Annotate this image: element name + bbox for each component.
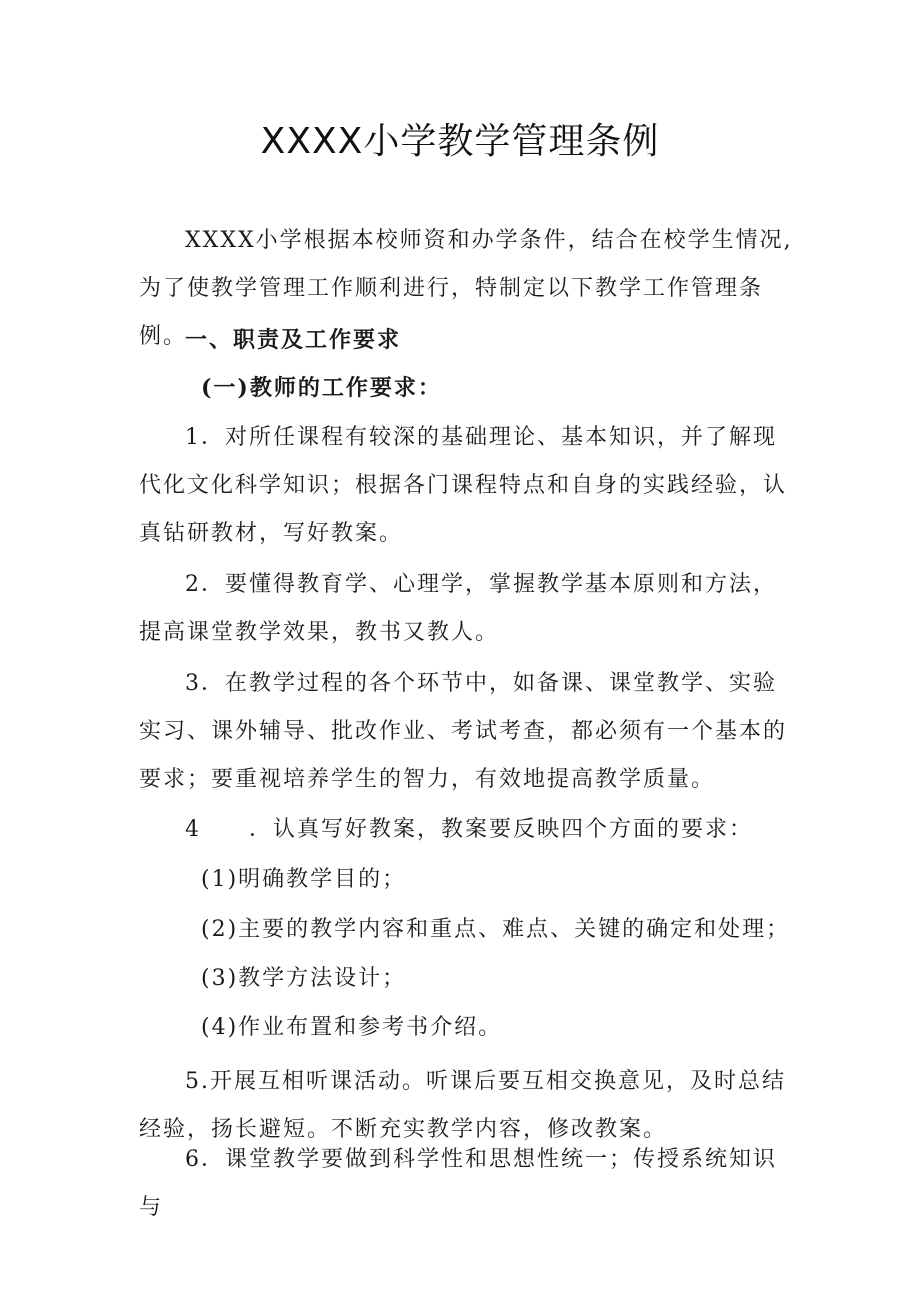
subsection-heading: (一)教师的工作要求：	[201, 375, 442, 401]
list-item-5: 5.开展互相听课活动。听课后要互相交换意见，及时总结经验，扬长避短。不断充实教学内容，修改教案。	[139, 1069, 786, 1142]
sub-item-2: (2)主要的教学内容和重点、难点、关键的确定和处理；	[201, 917, 791, 942]
list-item-3: 3．在教学过程的各个环节中，如备课、课堂教学、实验实习、课外辅导、批改作业、考试考查，都必须有一个基本的要求；要重视培养学生的智力，有效地提高教学质量。	[139, 671, 788, 792]
sub-item-3: (3)教学方法设计；	[201, 966, 407, 991]
list-item-2: 2．要懂得教育学、心理学，掌握教学基本原则和方法，提高课堂教学效果，教书又教人。	[139, 572, 777, 645]
list-item-4: 4 ．认真写好教案，教案要反映四个方面的要求：	[185, 817, 753, 842]
sub-item-4: (4)作业布置和参考书介绍。	[201, 1015, 503, 1040]
list-item-1: 1．对所任课程有较深的基础理论、基本知识，并了解现代化文化科学知识；根据各门课程特点和自身的实践经验，认真钻研教材，写好教案。	[139, 425, 788, 546]
list-item-6: 6．课堂教学要做到科学性和思想性统一；传授系统知识与	[139, 1147, 777, 1220]
document-title: XXXX小学教学管理条例	[260, 121, 660, 162]
intro-paragraph: XXXX小学根据本校师资和办学条件，结合在校学生情况,为了使教学管理工作顺利进行，特制定以下教学工作管理条例。	[139, 228, 793, 349]
sub-item-1: (1)明确教学目的；	[201, 867, 407, 892]
section-heading: 一、职责及工作要求	[185, 327, 402, 353]
